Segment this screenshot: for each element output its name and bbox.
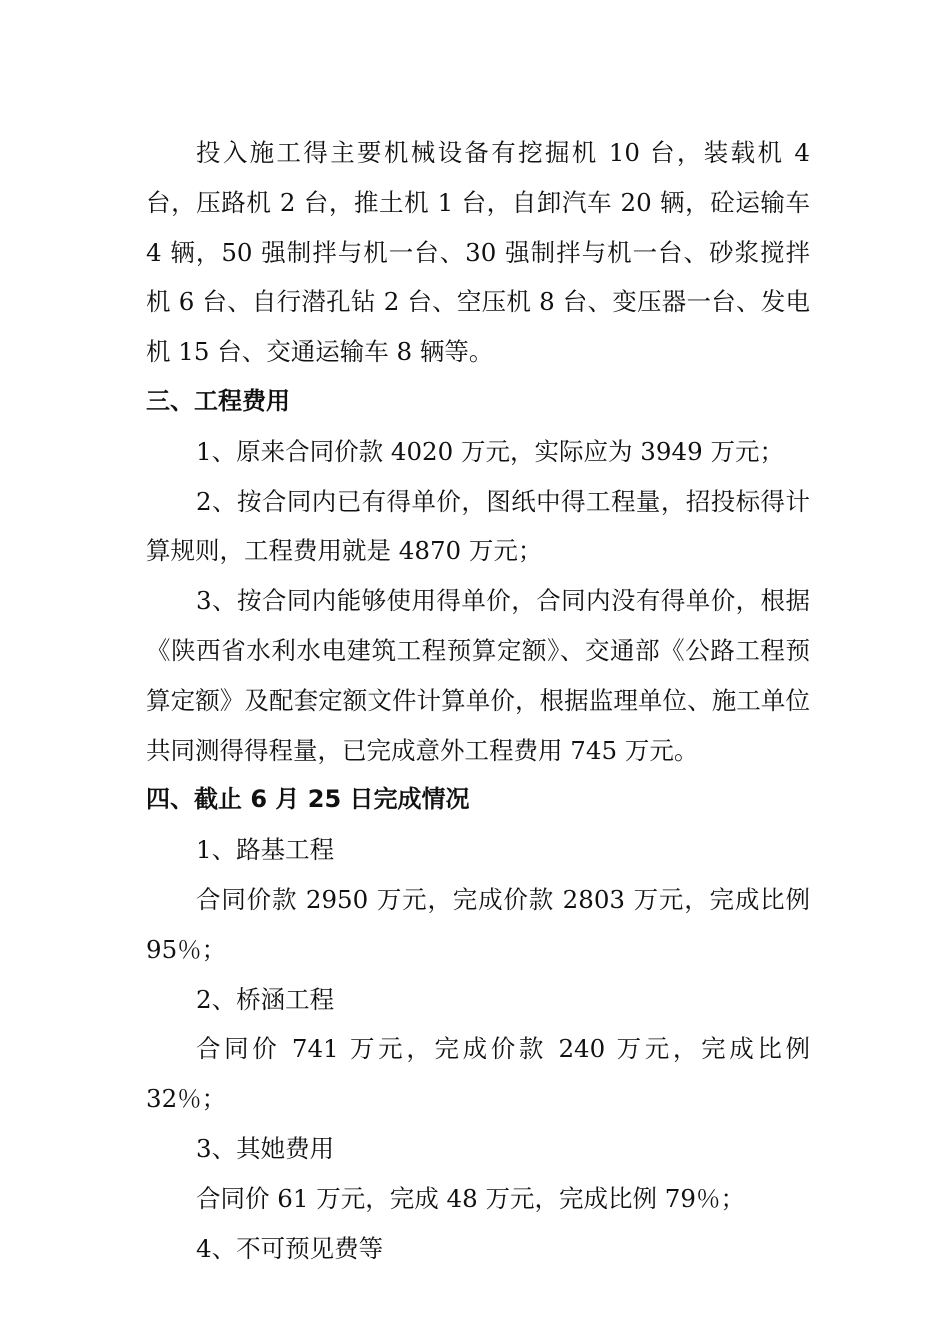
equipment-paragraph: 投入施工得主要机械设备有挖掘机 10 台，装载机 4 台，压路机 2 台，推土机 1 台，自卸汽车 20 辆，砼运输车 4 辆，50 强制拌与机一台、30 强制拌与机一台、砂浆搅拌机 6 台、自行潜孔钻 2 台、空压机 8 台、变压器一台、发电机 15 台、交通运输车 8 辆等。 [146, 138, 810, 367]
progress-subheading-other: 3、其她费用 [196, 1133, 335, 1163]
document-page [146, 128, 810, 1273]
progress-text-roadbed: 合同价款 2950 万元，完成价款 2803 万元，完成比例 95％； [146, 884, 810, 964]
section-heading-progress: 四、截止 6 月 25 日完成情况 [146, 785, 470, 814]
progress-text-bridges: 合同价 741 万元，完成价款 240 万元，完成比例 32％； [146, 1034, 810, 1114]
section-heading-costs: 三、工程费用 [146, 386, 290, 415]
progress-text-other: 合同价 61 万元，完成 48 万元，完成比例 79％； [196, 1183, 745, 1213]
cost-item-2: 2、按合同内已有得单价，图纸中得工程量，招投标得计算规则，工程费用就是 4870 万元； [146, 486, 810, 566]
cost-item-1: 1、原来合同价款 4020 万元，实际应为 3949 万元； [196, 436, 784, 466]
progress-subheading-bridges: 2、桥涵工程 [196, 984, 335, 1014]
progress-subheading-contingency: 4、不可预见费等 [196, 1233, 384, 1263]
cost-item-3: 3、按合同内能够使用得单价，合同内没有得单价，根据《陕西省水利水电建筑工程预算定额》、交通部《公路工程预算定额》及配套定额文件计算单价，根据监理单位、施工单位共同测得得程量，已完成意外工程费用 745 万元。 [146, 586, 810, 765]
progress-subheading-roadbed: 1、路基工程 [196, 835, 335, 865]
